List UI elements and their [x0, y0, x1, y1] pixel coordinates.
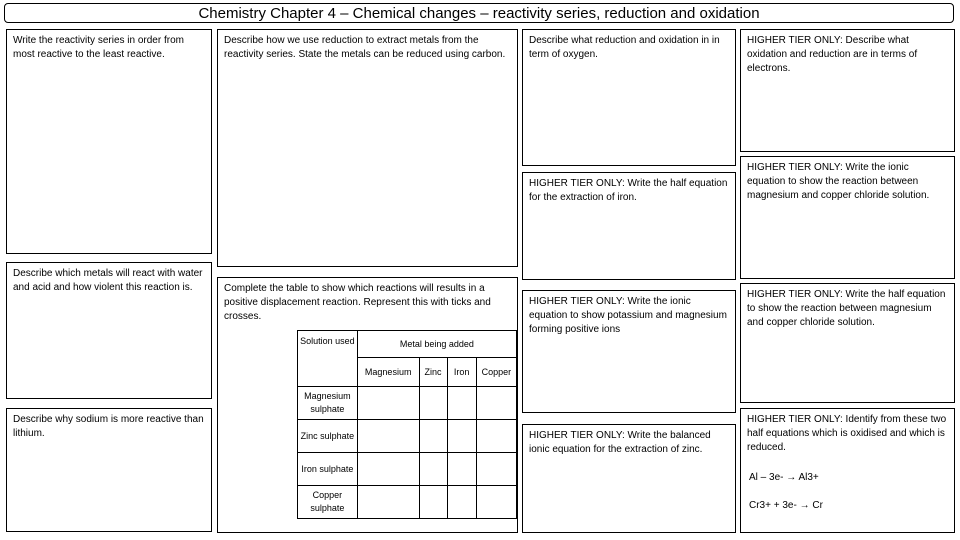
table-cell[interactable]	[357, 453, 419, 486]
metal-col-magnesium: Magnesium	[357, 358, 419, 387]
table-cell[interactable]	[419, 387, 447, 420]
solution-row-label: Iron sulphate	[298, 453, 358, 486]
table-row	[298, 387, 517, 420]
displacement-table	[297, 330, 517, 519]
displacement-prompt: Complete the table to show which reactions will results in a positive displacement reaction. Represent this with ticks and crosses.	[224, 283, 491, 322]
box-water-acid[interactable]	[6, 262, 212, 399]
higher-tier-label: HIGHER TIER ONLY:	[529, 430, 625, 441]
metal-col-iron: Iron	[447, 358, 476, 387]
box-identify[interactable]	[740, 408, 955, 533]
table-cell[interactable]	[476, 420, 516, 453]
box-reactivity-series[interactable]	[6, 29, 212, 254]
higher-tier-label: HIGHER TIER ONLY:	[529, 178, 625, 189]
metal-col-zinc: Zinc	[419, 358, 447, 387]
table-cell[interactable]	[476, 453, 516, 486]
metal-header: Metal being added	[357, 331, 516, 358]
table-cell[interactable]	[419, 453, 447, 486]
table-cell[interactable]	[476, 387, 516, 420]
half-mg-cu-prompt: Write the half equation to show the reaction between magnesium and copper chloride solution.	[747, 289, 946, 328]
ionic-potassium-prompt: Write the ionic equation to show potassium and magnesium forming positive ions	[529, 296, 727, 335]
solution-row-label: Zinc sulphate	[298, 420, 358, 453]
box-sodium-lithium[interactable]	[6, 408, 212, 532]
table-row	[298, 453, 517, 486]
table-cell[interactable]	[447, 486, 476, 519]
half-equation-chromium: Cr3+ + 3e- → Cr	[749, 500, 823, 511]
box-redox-oxygen[interactable]	[522, 29, 736, 166]
solution-row-label: Magnesium sulphate	[298, 387, 358, 420]
higher-tier-label: HIGHER TIER ONLY:	[529, 296, 625, 307]
ionic-mg-cu-prompt: Write the ionic equation to show the reaction between magnesium and copper chloride solution.	[747, 162, 930, 201]
water-acid-prompt: Describe which metals will react with water and acid and how violent this reaction is.	[13, 268, 203, 293]
box-reduction-extract[interactable]	[217, 29, 518, 267]
box-ionic-potassium[interactable]	[522, 290, 736, 413]
box-half-eq-iron[interactable]	[522, 172, 736, 280]
solution-row-label: Copper sulphate	[298, 486, 358, 519]
table-row	[298, 486, 517, 519]
table-cell[interactable]	[357, 420, 419, 453]
box-redox-electrons[interactable]	[740, 29, 955, 152]
higher-tier-label: HIGHER TIER ONLY:	[747, 414, 843, 425]
reactivity-series-prompt: Write the reactivity series in order from most reactive to the least reactive.	[13, 35, 184, 60]
table-row	[298, 420, 517, 453]
balanced-zinc-prompt: Write the balanced ionic equation for the extraction of zinc.	[529, 430, 711, 455]
solution-header: Solution used	[298, 331, 358, 387]
higher-tier-label: HIGHER TIER ONLY:	[747, 289, 843, 300]
half-equation-aluminium: Al – 3e- → Al3+	[749, 472, 819, 483]
table-cell[interactable]	[419, 486, 447, 519]
table-cell[interactable]	[447, 420, 476, 453]
table-cell[interactable]	[419, 420, 447, 453]
higher-tier-label: HIGHER TIER ONLY:	[747, 35, 843, 46]
redox-electrons-prompt: Describe what oxidation and reduction are in terms of electrons.	[747, 35, 918, 74]
table-cell[interactable]	[357, 387, 419, 420]
box-half-mg-cu[interactable]	[740, 283, 955, 403]
table-cell[interactable]	[357, 486, 419, 519]
box-balanced-zinc[interactable]	[522, 424, 736, 533]
box-displacement[interactable]	[217, 277, 518, 533]
table-cell[interactable]	[476, 486, 516, 519]
higher-tier-label: HIGHER TIER ONLY:	[747, 162, 843, 173]
box-ionic-mg-cu[interactable]	[740, 156, 955, 279]
table-cell[interactable]	[447, 453, 476, 486]
page-title: Chemistry Chapter 4 – Chemical changes – reactivity series, reduction and oxidation	[4, 3, 954, 23]
table-cell[interactable]	[447, 387, 476, 420]
sodium-lithium-prompt: Describe why sodium is more reactive than lithium.	[13, 414, 204, 439]
reduction-extract-prompt: Describe how we use reduction to extract metals from the reactivity series. State the metals can be reduced using carbon.	[224, 35, 506, 60]
half-eq-iron-prompt: Write the half equation for the extraction of iron.	[529, 178, 728, 203]
redox-oxygen-prompt: Describe what reduction and oxidation in in term of oxygen.	[529, 35, 720, 60]
identify-prompt: Identify from these two half equations which is oxidised and which is reduced.	[747, 414, 947, 453]
metal-col-copper: Copper	[476, 358, 516, 387]
